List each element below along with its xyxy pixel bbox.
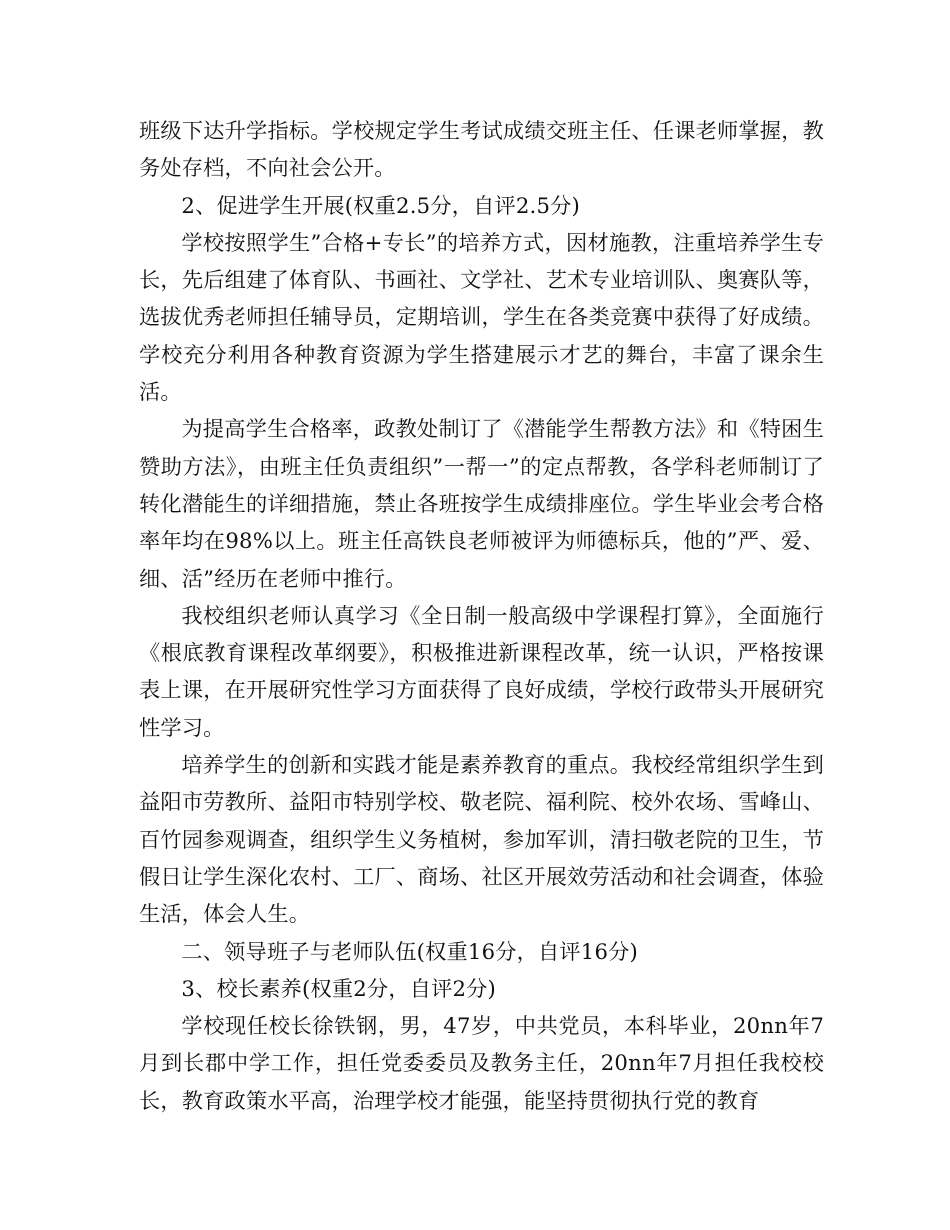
paragraph-3: 学校按照学生”合格+专长”的培养方式，因材施教，注重培养学生专长，先后组建了体育队、书画社、文学社、艺术专业培训队、奥赛队等，选拔优秀老师担任辅导员，定期培训，学生在各类竞赛中获得了好成绩。学校充分利用各种教育资源为学生搭建展示才艺的舞台，丰富了课余生活。: [139, 229, 824, 405]
paragraph-2-heading: 2、促进学生开展(权重2.5分，自评2.5分): [181, 192, 581, 218]
document-body: [139, 112, 824, 1119]
section-heading: 二、领导班子与老师队伍(权重16分，自评16分): [181, 938, 639, 964]
paragraph-4: 为提高学生合格率，政教处制订了《潜能学生帮教方法》和《特困生赞助方法》，由班主任负责组织”一帮一”的定点帮教，各学科老师制订了转化潜能生的详细措施，禁止各班按学生成绩排座位。学生毕业会考合格率年均在98%以上。班主任高铁良老师被评为师德标兵，他的”严、爱、细、活”经历在老师中推行。: [139, 416, 824, 591]
paragraph-9: 学校现任校长徐铁钢，男，47岁，中共党员，本科毕业，20nn年7月到长郡中学工作，担任党委委员及教务主任，20nn年7月担任我校校长，教育政策水平高，治理学校才能强，能坚持贯彻执行党的教育: [139, 1013, 824, 1113]
subsection-heading: 3、校长素养(权重2分，自评2分): [181, 975, 497, 1001]
paragraph-6: 培养学生的创新和实践才能是素养教育的重点。我校经常组织学生到益阳市劳教所、益阳市特别学校、敬老院、福利院、校外农场、雪峰山、百竹园参观调查，组织学生义务植树，参加军训，清扫敬老院的卫生，节假日让学生深化农村、工厂、商场、社区开展效劳活动和社会调查，体验生活，体会人生。: [139, 752, 824, 927]
paragraph-5: 我校组织老师认真学习《全日制一般高级中学课程打算》，全面施行《根底教育课程改革纲要》，积极推进新课程改革，统一认识，严格按课表上课，在开展研究性学习方面获得了良好成绩，学校行政带头开展研究性学习。: [139, 602, 824, 740]
paragraph-1: 班级下达升学指标。学校规定学生考试成绩交班主任、任课老师掌握，教务处存档，不向社会公开。: [139, 118, 824, 181]
